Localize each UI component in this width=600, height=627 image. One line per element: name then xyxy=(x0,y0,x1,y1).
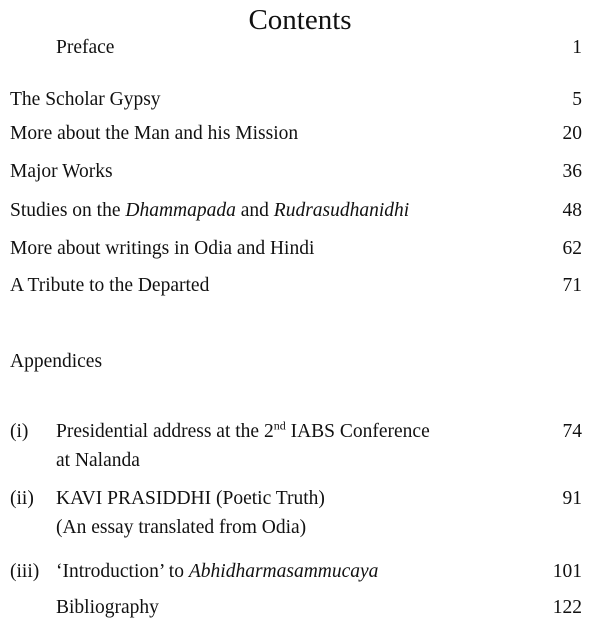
entry-page: 71 xyxy=(562,275,582,296)
entry-page: 1 xyxy=(572,37,582,58)
entry-label-continued: at Nalanda xyxy=(56,450,140,471)
toc-entry xyxy=(10,86,582,114)
entry-page: 91 xyxy=(562,488,582,509)
entry-label: KAVI PRASIDDHI (Poetic Truth) xyxy=(56,488,325,509)
entry-label: ‘Introduction’ to Abhidharmasammucaya xyxy=(56,561,379,582)
entry-label: Presidential address at the 2nd IABS Conference xyxy=(56,418,430,442)
entry-page: 62 xyxy=(562,238,582,259)
appendix-number: (ii) xyxy=(10,488,34,509)
toc-entry xyxy=(10,197,582,225)
entry-page: 36 xyxy=(562,161,582,182)
entry-label-continued: (An essay translated from Odia) xyxy=(56,517,307,538)
toc-entry xyxy=(10,235,582,263)
entry-label: The Scholar Gypsy xyxy=(10,89,161,110)
entry-label: Major Works xyxy=(10,161,113,182)
toc-entry-preface xyxy=(10,34,582,62)
page-title: Contents xyxy=(248,4,352,36)
entry-page: 5 xyxy=(572,89,582,110)
appendix-number: (iii) xyxy=(10,561,40,582)
entry-label: More about writings in Odia and Hindi xyxy=(10,238,315,259)
italic-title: Abhidharmasammucaya xyxy=(188,561,379,582)
appendix-entry xyxy=(10,485,582,543)
appendices-heading: Appendices xyxy=(10,351,103,372)
entry-label: More about the Man and his Mission xyxy=(10,123,299,144)
appendix-entry xyxy=(10,418,582,476)
toc-entry-bibliography xyxy=(10,594,582,622)
entry-page: 20 xyxy=(562,123,582,144)
toc-entry xyxy=(10,158,582,186)
toc-entry xyxy=(10,120,582,148)
entry-page: 48 xyxy=(562,200,582,221)
entry-label: Studies on the Dhammapada and Rudrasudhanidhi xyxy=(10,200,410,221)
italic-title: Rudrasudhanidhi xyxy=(273,200,410,221)
toc-entry xyxy=(10,272,582,300)
appendix-entry xyxy=(10,558,582,586)
entry-page: 101 xyxy=(552,561,582,582)
entry-label: A Tribute to the Departed xyxy=(10,275,210,296)
appendix-number: (i) xyxy=(10,421,29,442)
entry-label: Bibliography xyxy=(56,597,159,618)
italic-title: Dhammapada xyxy=(125,200,236,221)
entry-page: 74 xyxy=(562,421,582,442)
entry-label: Preface xyxy=(56,37,115,58)
entry-page: 122 xyxy=(552,597,582,618)
